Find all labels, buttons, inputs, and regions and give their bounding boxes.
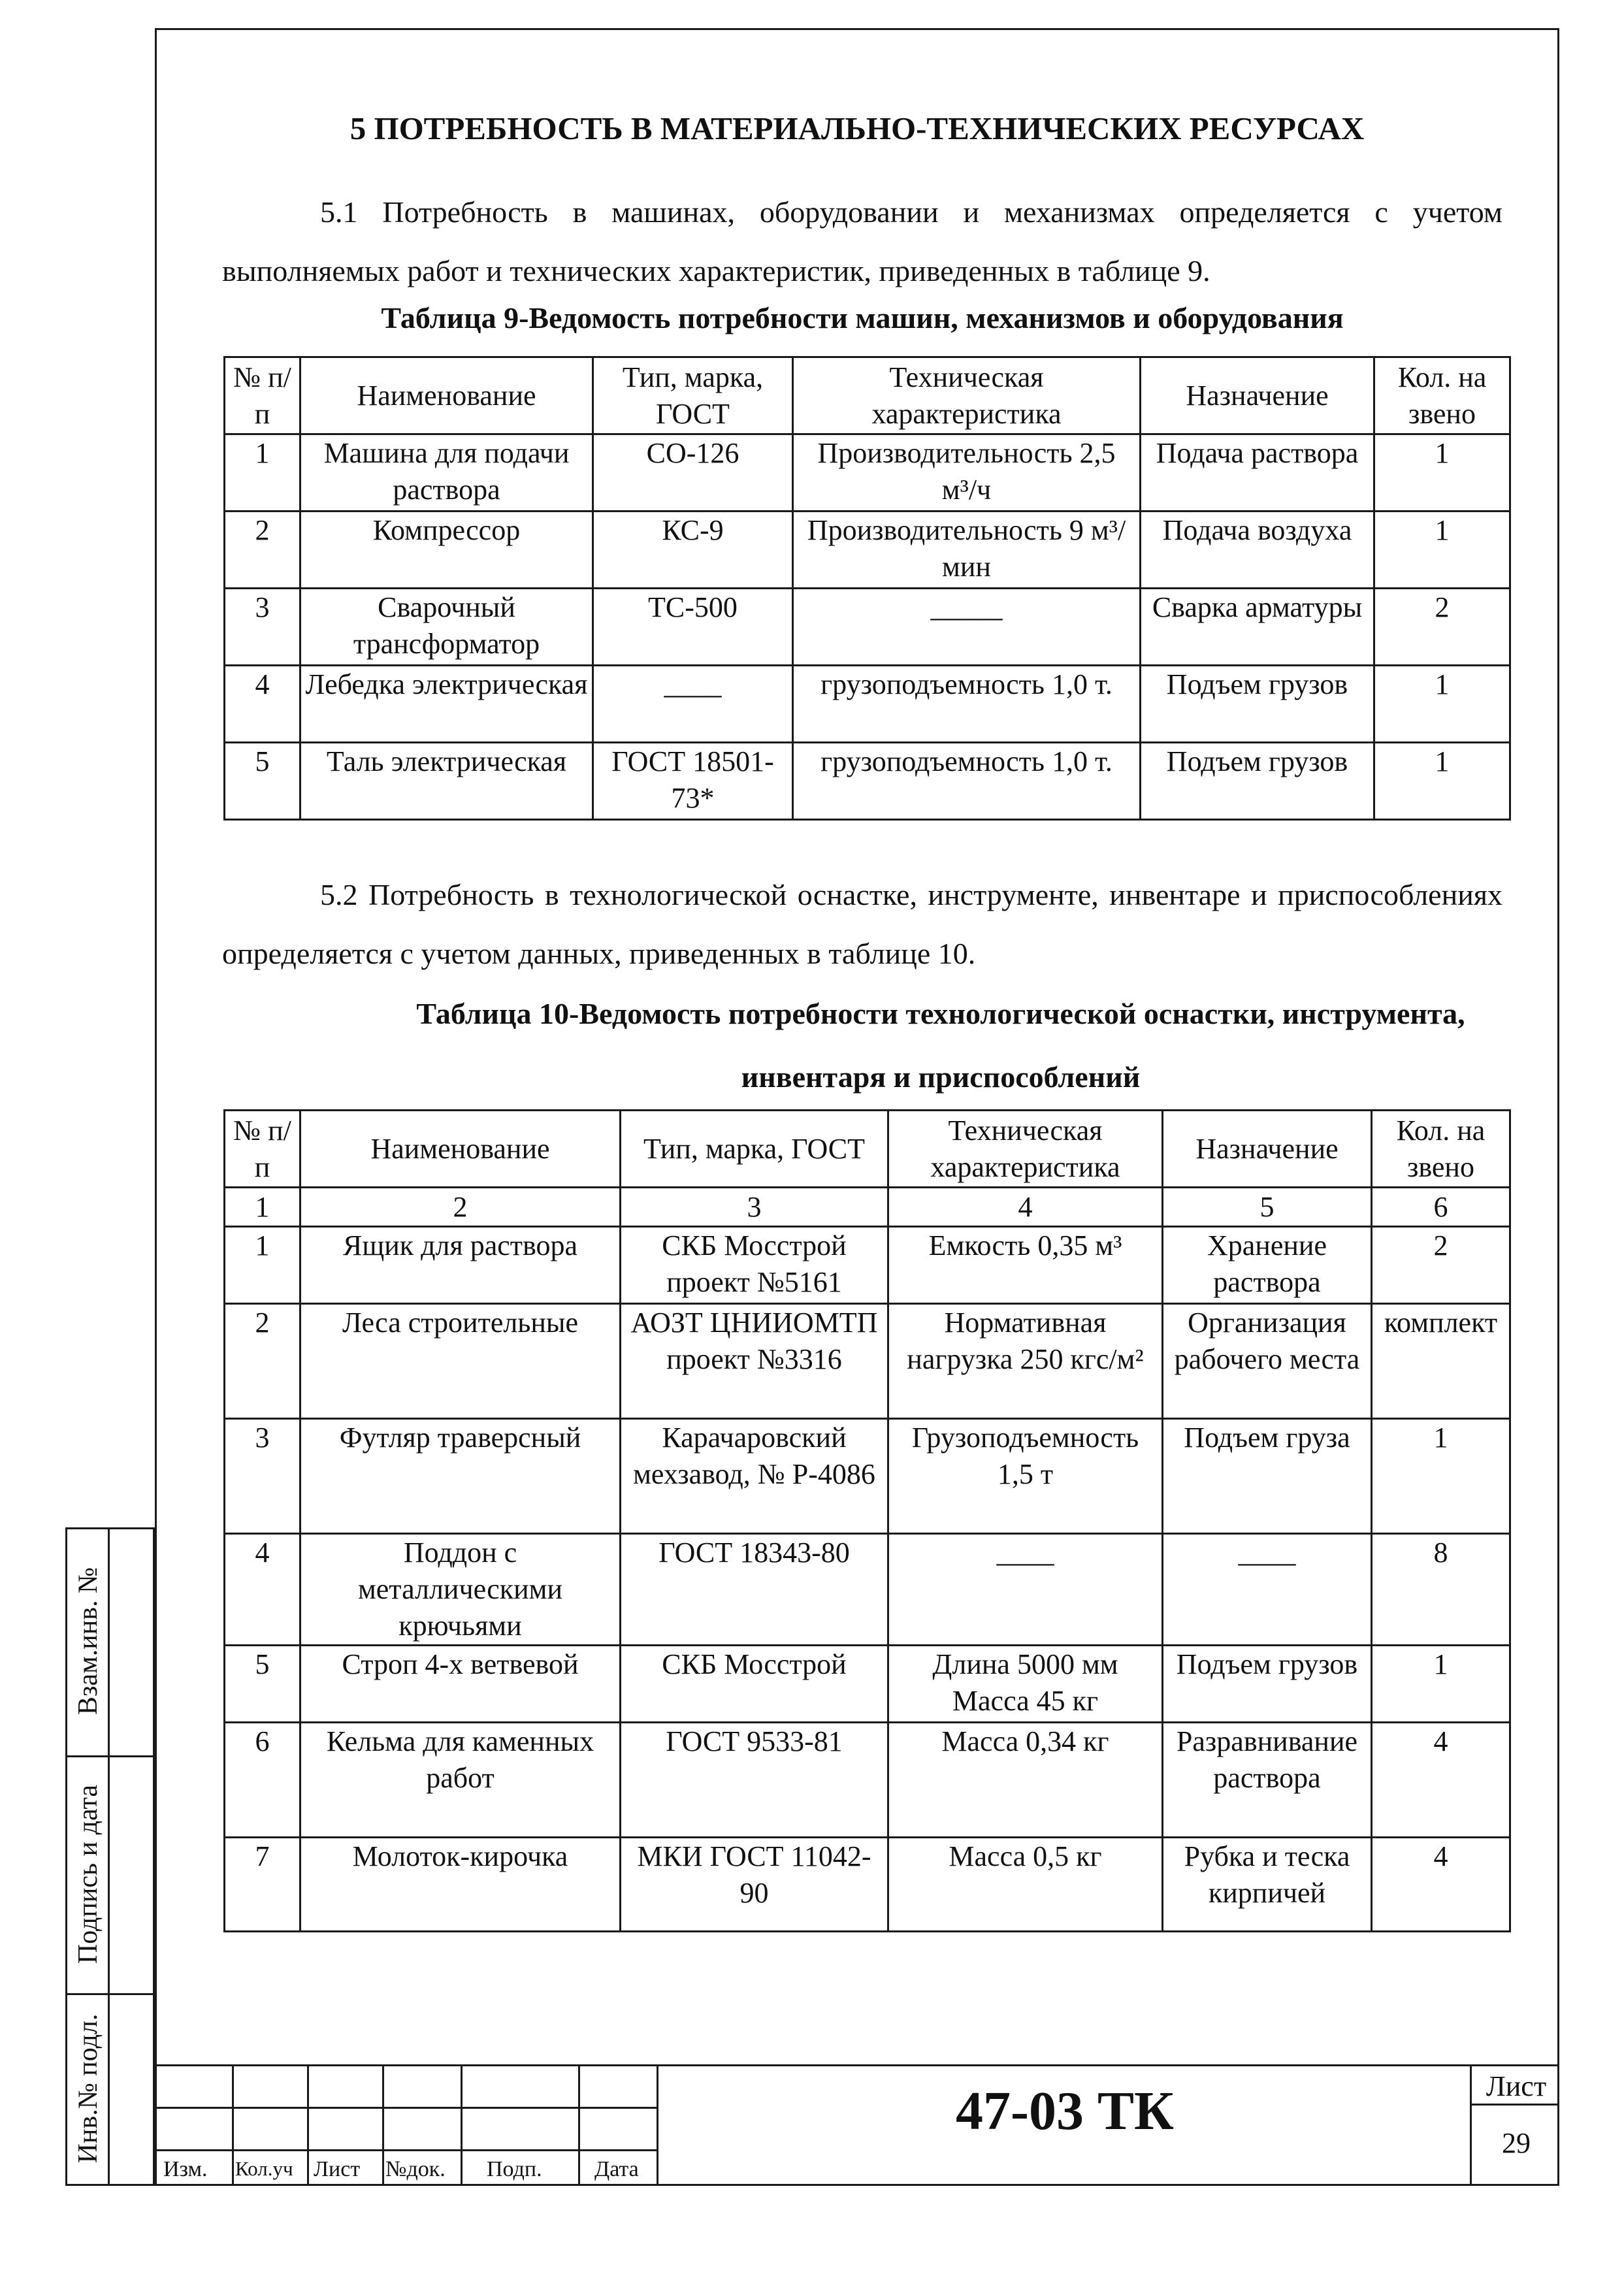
table-cell: 8 bbox=[1372, 1534, 1510, 1646]
table-cell: 1 bbox=[225, 1188, 300, 1227]
data-label: Дата bbox=[594, 2157, 639, 2181]
vzam-inv-label: Взам.инв. № bbox=[73, 1567, 103, 1716]
podp-label: Подп. bbox=[487, 2157, 542, 2181]
table-row bbox=[225, 434, 1510, 512]
table-cell: Длина 5000 мм Масса 45 кг bbox=[888, 1646, 1163, 1723]
table-cell: Подъем грузов bbox=[1141, 666, 1374, 743]
table-cell: КС-9 bbox=[593, 512, 793, 589]
title-block-row-line bbox=[1470, 2104, 1559, 2106]
table-cell: комплект bbox=[1372, 1304, 1510, 1419]
table-row bbox=[225, 666, 1510, 743]
table-cell: Футляр траверсный bbox=[300, 1419, 621, 1534]
table-cell: Хранение раствора bbox=[1163, 1227, 1372, 1304]
table-cell: ____ bbox=[593, 666, 793, 743]
table-row bbox=[225, 1723, 1510, 1838]
table-row bbox=[225, 589, 1510, 666]
table-cell: СО-126 bbox=[593, 434, 793, 512]
table-row bbox=[225, 1227, 1510, 1304]
title-block-top-line bbox=[155, 2064, 1559, 2066]
table-cell: СКБ Мосстрой проект №5161 bbox=[621, 1227, 888, 1304]
table10-header-cell: Тип, марка, ГОСТ bbox=[621, 1111, 888, 1188]
table10 bbox=[223, 1109, 1511, 1932]
table10-header-row bbox=[225, 1111, 1510, 1188]
paragraph-5-1-text: 5.1 Потребность в машинах, оборудовании и механизмах определяется с учетом выполняемых работ и технических характеристик, приведенных в таблице 9. bbox=[222, 195, 1502, 287]
document-number: 47-03 ТК bbox=[956, 2081, 1174, 2141]
title-block-col-line bbox=[382, 2064, 384, 2186]
table-cell: Машина для подачи раствора bbox=[300, 434, 593, 512]
table-cell: грузоподъемность 1,0 т. bbox=[793, 743, 1141, 820]
table-cell: 4 bbox=[1372, 1723, 1510, 1838]
ndok-label: №док. bbox=[385, 2157, 446, 2181]
table-cell: Сварочный трансформатор bbox=[300, 589, 593, 666]
table-cell: 2 bbox=[1372, 1227, 1510, 1304]
table-cell: Леса строительные bbox=[300, 1304, 621, 1419]
table-cell: Карачаровский мехзавод, № Р-4086 bbox=[621, 1419, 888, 1534]
section-heading: 5 ПОТРЕБНОСТЬ В МАТЕРИАЛЬНО-ТЕХНИЧЕСКИХ РЕСУРСАХ bbox=[349, 110, 1365, 146]
table-cell: ГОСТ 18343-80 bbox=[621, 1534, 888, 1646]
table-cell: 6 bbox=[225, 1723, 300, 1838]
table-cell: 1 bbox=[1372, 1419, 1510, 1534]
table9-header-cell: Наименование bbox=[300, 357, 593, 434]
table9-caption: Таблица 9-Ведомость потребности машин, механизмов и оборудования bbox=[381, 301, 1344, 334]
table-row bbox=[225, 512, 1510, 589]
table-row bbox=[225, 1838, 1510, 1932]
table-cell: 3 bbox=[621, 1188, 888, 1227]
paragraph-5-2 bbox=[222, 866, 1502, 983]
table-cell: Производительность 9 м³/мин bbox=[793, 512, 1141, 589]
table-cell: Грузоподъемность 1,5 т bbox=[888, 1419, 1163, 1534]
table-row bbox=[225, 743, 1510, 820]
table-cell: 3 bbox=[225, 1419, 300, 1534]
table-cell: ____ bbox=[1163, 1534, 1372, 1646]
table-cell: 3 bbox=[225, 589, 300, 666]
table-cell: 1 bbox=[225, 434, 300, 512]
table-cell: Подача раствора bbox=[1141, 434, 1374, 512]
table-cell: 1 bbox=[1374, 512, 1510, 589]
table-row bbox=[225, 1534, 1510, 1646]
table-cell: 5 bbox=[225, 743, 300, 820]
table-cell: 7 bbox=[225, 1838, 300, 1932]
table-cell: 2 bbox=[1374, 589, 1510, 666]
title-block-col-line bbox=[578, 2064, 580, 2186]
table-cell: Строп 4-х ветвевой bbox=[300, 1646, 621, 1723]
table-cell: Подача воздуха bbox=[1141, 512, 1374, 589]
table-cell: Сварка арматуры bbox=[1141, 589, 1374, 666]
table-cell: Организация рабочего места bbox=[1163, 1304, 1372, 1419]
table-cell: 4 bbox=[225, 666, 300, 743]
table-cell: 5 bbox=[1163, 1188, 1372, 1227]
list-label: Лист bbox=[314, 2157, 361, 2181]
title-block-col-line bbox=[657, 2064, 658, 2186]
kolvo-label: Кол.уч bbox=[235, 2157, 293, 2180]
table-cell: 1 bbox=[1372, 1646, 1510, 1723]
table-cell: Молоток-кирочка bbox=[300, 1838, 621, 1932]
table-cell: 1 bbox=[1374, 434, 1510, 512]
title-block-row-line bbox=[155, 2107, 658, 2109]
table-cell: Нормативная нагрузка 250 кгс/м² bbox=[888, 1304, 1163, 1419]
table-cell: МКИ ГОСТ 11042-90 bbox=[621, 1838, 888, 1932]
table-cell: Ящик для раствора bbox=[300, 1227, 621, 1304]
table9-header-cell: Техническая характеристика bbox=[793, 357, 1141, 434]
table-cell: Лебедка электрическая bbox=[300, 666, 593, 743]
table-cell: ГОСТ 18501-73* bbox=[593, 743, 793, 820]
table-cell: Емкость 0,35 м³ bbox=[888, 1227, 1163, 1304]
table-row bbox=[225, 1419, 1510, 1534]
table-cell: Масса 0,34 кг bbox=[888, 1723, 1163, 1838]
table10-caption: Таблица 10-Ведомость потребности технологической оснастки, инструмента, инвентаря и приспособлений bbox=[416, 997, 1465, 1094]
title-block-col-line bbox=[232, 2064, 234, 2186]
table10-header-cell: Наименование bbox=[300, 1111, 621, 1188]
table-cell: Поддон с металлическими крючьями bbox=[300, 1534, 621, 1646]
left-stamp-divider bbox=[108, 1527, 110, 2186]
table10-number-row bbox=[225, 1188, 1510, 1227]
table9-header-cell: № п/п bbox=[225, 357, 300, 434]
table9-header-cell: Тип, марка, ГОСТ bbox=[593, 357, 793, 434]
table-cell: Кельма для каменных работ bbox=[300, 1723, 621, 1838]
table-cell: _____ bbox=[793, 589, 1141, 666]
table-cell: Рубка и теска кирпичей bbox=[1163, 1838, 1372, 1932]
table-cell: ТС-500 bbox=[593, 589, 793, 666]
table-cell: 5 bbox=[225, 1646, 300, 1723]
podpis-data-label: Подпись и дата bbox=[73, 1784, 103, 1964]
table-cell: Подъем груза bbox=[1163, 1419, 1372, 1534]
table-cell: Подъем грузов bbox=[1141, 743, 1374, 820]
table-cell: Таль электрическая bbox=[300, 743, 593, 820]
table-row bbox=[225, 1646, 1510, 1723]
table-cell: Подъем грузов bbox=[1163, 1646, 1372, 1723]
table9 bbox=[223, 356, 1511, 821]
table-cell: Компрессор bbox=[300, 512, 593, 589]
sheet-number: 29 bbox=[1502, 2127, 1531, 2159]
title-block-col-line bbox=[1470, 2064, 1472, 2186]
title-block-col-line bbox=[461, 2064, 463, 2186]
inv-podl-label: Инв.№ подл. bbox=[73, 2013, 103, 2164]
left-stamp-border bbox=[65, 1527, 67, 2186]
table-cell: грузоподъемность 1,0 т. bbox=[793, 666, 1141, 743]
table-cell: 1 bbox=[225, 1227, 300, 1304]
title-block-row-line bbox=[155, 2149, 658, 2151]
table9-header-cell: Назначение bbox=[1141, 357, 1374, 434]
table9-header-cell: Кол. на звено bbox=[1374, 357, 1510, 434]
table-cell: 4 bbox=[1372, 1838, 1510, 1932]
table-cell: Разравнивание раствора bbox=[1163, 1723, 1372, 1838]
table10-header-cell: № п/п bbox=[225, 1111, 300, 1188]
table-cell: 2 bbox=[225, 512, 300, 589]
paragraph-5-2-text: 5.2 Потребность в технологической оснастке, инструменте, инвентаре и приспособлениях определяется с учетом данных, приведенных в таблице 10. bbox=[222, 878, 1502, 970]
table-cell: АОЗТ ЦНИИОМТП проект №3316 bbox=[621, 1304, 888, 1419]
izm-label: Изм. bbox=[163, 2157, 208, 2181]
table-cell: 1 bbox=[1374, 666, 1510, 743]
table-cell: Масса 0,5 кг bbox=[888, 1838, 1163, 1932]
table-cell: 4 bbox=[888, 1188, 1163, 1227]
table-cell: 2 bbox=[300, 1188, 621, 1227]
table-cell: 2 bbox=[225, 1304, 300, 1419]
table10-header-cell: Техническая характеристика bbox=[888, 1111, 1163, 1188]
table-row bbox=[225, 1304, 1510, 1419]
paragraph-5-1 bbox=[222, 183, 1502, 301]
sheet-label: Лист bbox=[1486, 2070, 1547, 2102]
table-cell: 1 bbox=[1374, 743, 1510, 820]
table9-header-row bbox=[225, 357, 1510, 434]
table-cell: СКБ Мосстрой bbox=[621, 1646, 888, 1723]
table-cell: ГОСТ 9533-81 bbox=[621, 1723, 888, 1838]
table-cell: 4 bbox=[225, 1534, 300, 1646]
table10-header-cell: Кол. на звено bbox=[1372, 1111, 1510, 1188]
table-cell: ____ bbox=[888, 1534, 1163, 1646]
table-cell: Производительность 2,5 м³/ч bbox=[793, 434, 1141, 512]
table-cell: 6 bbox=[1372, 1188, 1510, 1227]
table10-header-cell: Назначение bbox=[1163, 1111, 1372, 1188]
title-block-col-line bbox=[307, 2064, 309, 2186]
